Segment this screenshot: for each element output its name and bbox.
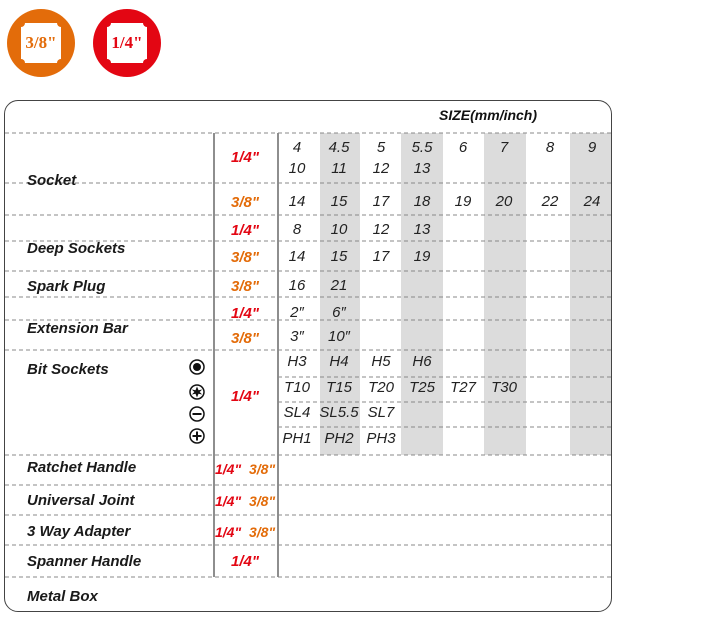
size-value-cell: 14 [288,193,306,210]
badge-label: 3/8" [25,33,57,52]
category-spark-plug: Spark Plug [27,278,106,295]
drive-label-1-4: 1/4" [231,222,259,239]
drive-label-1-4: 1/4" [231,553,259,570]
size-value-cell: H3 [287,353,307,370]
category-ratchet-handle: Ratchet Handle [27,459,137,476]
size-value-cell: 13 [413,160,431,177]
size-value-cell: 22 [541,193,559,210]
drive-label-3-8: 3/8" [231,330,259,347]
size-value-cell: H6 [412,353,432,370]
category-bit-sockets: Bit Sockets [27,361,109,378]
size-value-cell: H4 [329,353,349,370]
drive-badge-3-8 [6,8,76,78]
size-value-cell: 12 [372,160,390,177]
size-value-cell: H5 [371,353,391,370]
size-value-cell: 3″ [290,328,304,345]
torx-bit-icon [189,384,205,400]
drive-label-1-4: 1/4" [231,149,259,166]
size-value-cell: 6″ [332,304,346,321]
slotted-bit-icon [189,406,205,422]
size-value-cell: T15 [326,379,352,396]
size-value-cell: 6 [458,139,468,156]
size-value-cell: 13 [413,221,431,238]
drive-label-1-4: 1/4" [215,524,242,540]
drive-label-3-8: 3/8" [249,493,276,509]
size-value-cell: 4.5 [328,139,350,156]
category-3-way-adapter: 3 Way Adapter [27,523,131,540]
size-value-cell: 10 [330,221,348,238]
size-value-cell: 14 [288,248,306,265]
size-value-cell: PH1 [282,430,312,447]
category-extension-bar: Extension Bar [27,320,128,337]
category-spanner-handle: Spanner Handle [27,553,142,570]
size-value-cell: 8 [545,139,555,156]
size-value-cell: 10″ [328,328,350,345]
size-value-cell: 19 [413,248,431,265]
size-value-cell: T20 [368,379,394,396]
size-value-cell: 2″ [290,304,304,321]
size-value-cell: 11 [331,160,347,177]
size-value-cell: 10 [288,160,306,177]
size-value-cell: SL7 [367,404,395,421]
size-header: SIZE(mm/inch) [439,107,538,123]
drive-label-1-4: 1/4" [231,305,259,322]
hex-bit-icon [189,359,205,375]
size-value-cell: 16 [288,277,306,294]
size-value-cell: 21 [330,277,348,294]
drive-badge-1-4 [92,8,162,78]
size-value-cell: 18 [413,193,431,210]
size-value-cell: 15 [330,248,348,265]
size-value-cell: 9 [587,139,597,156]
size-value-cell: 20 [495,193,513,210]
drive-label-3-8: 3/8" [249,524,276,540]
drive-label-3-8: 3/8" [231,278,259,295]
size-value-cell: PH3 [366,430,396,447]
size-value-cell: 15 [330,193,348,210]
size-value-cell: 17 [372,193,390,210]
size-chart-table [4,100,612,612]
size-value-cell: T30 [491,379,517,396]
size-value-cell: T27 [450,379,476,396]
size-value-cell: 5 [376,139,386,156]
size-value-cell: SL5.5 [319,404,359,421]
size-value-cell: 4 [292,139,302,156]
drive-label-1-4: 1/4" [231,388,259,405]
size-value-cell: 24 [583,193,601,210]
size-value-cell: T25 [409,379,435,396]
badge-label: 1/4" [111,33,143,52]
size-value-cell: PH2 [324,430,354,447]
size-value-cell: 8 [292,221,302,238]
size-value-cell: 5.5 [411,139,433,156]
drive-label-3-8: 3/8" [231,249,259,266]
category-universal-joint: Universal Joint [27,492,135,509]
size-value-cell: 17 [372,248,390,265]
drive-label-1-4: 1/4" [215,461,242,477]
phillips-bit-icon [189,428,205,444]
size-value-cell: 12 [372,221,390,238]
size-value-cell: 19 [454,193,472,210]
size-value-cell: T10 [284,379,310,396]
category-metal-box: Metal Box [27,588,98,605]
category-deep-sockets: Deep Sockets [27,240,126,257]
size-value-cell: 7 [499,139,509,156]
drive-label-1-4: 1/4" [215,493,242,509]
drive-label-3-8: 3/8" [231,194,259,211]
drive-label-3-8: 3/8" [249,461,276,477]
size-value-cell: SL4 [283,404,311,421]
category-socket: Socket [27,172,77,189]
